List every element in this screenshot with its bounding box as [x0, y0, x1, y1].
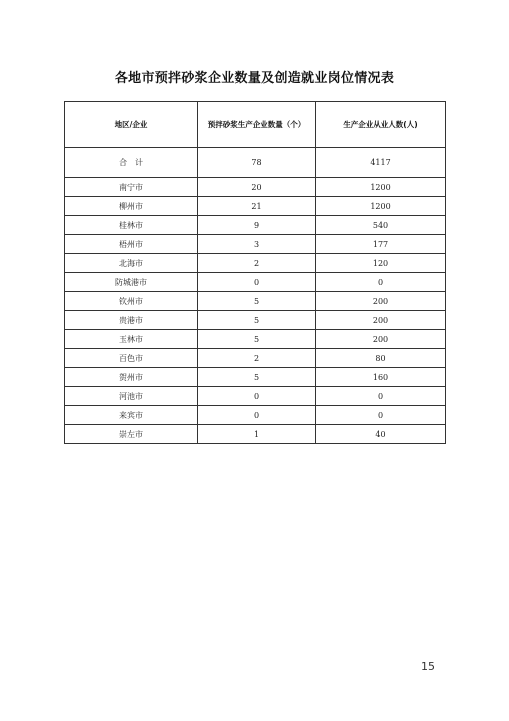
employee-count-cell: 177 — [316, 235, 446, 254]
enterprise-count-cell: 2 — [198, 349, 316, 368]
region-cell: 桂林市 — [65, 216, 198, 235]
page-number: 15 — [421, 660, 435, 673]
enterprise-count-cell: 3 — [198, 235, 316, 254]
header-employee-count: 生产企业从业人数(人) — [316, 102, 446, 148]
employee-count-cell: 0 — [316, 387, 446, 406]
region-cell: 柳州市 — [65, 197, 198, 216]
enterprise-count-cell: 5 — [198, 368, 316, 387]
table-row — [65, 273, 446, 292]
region-cell: 玉林市 — [65, 330, 198, 349]
enterprise-count-cell: 20 — [198, 178, 316, 197]
employee-count-cell: 200 — [316, 311, 446, 330]
region-cell: 贵港市 — [65, 311, 198, 330]
employee-count-cell: 1200 — [316, 197, 446, 216]
total-label: 合 计 — [65, 148, 198, 178]
region-cell: 南宁市 — [65, 178, 198, 197]
employee-count-cell: 80 — [316, 349, 446, 368]
table-row — [65, 406, 446, 425]
table-header-row — [65, 102, 446, 148]
table-row — [65, 178, 446, 197]
enterprise-count-cell: 0 — [198, 406, 316, 425]
table-row — [65, 330, 446, 349]
statistics-table — [64, 101, 446, 444]
table-row — [65, 368, 446, 387]
region-cell: 贺州市 — [65, 368, 198, 387]
region-cell: 钦州市 — [65, 292, 198, 311]
total-row — [65, 148, 446, 178]
header-enterprise-count: 预拌砂浆生产企业数量（个） — [198, 102, 316, 148]
enterprise-count-cell: 9 — [198, 216, 316, 235]
region-cell: 北海市 — [65, 254, 198, 273]
header-region: 地区/企业 — [65, 102, 198, 148]
table-row — [65, 387, 446, 406]
total-count: 78 — [198, 148, 316, 178]
employee-count-cell: 160 — [316, 368, 446, 387]
enterprise-count-cell: 21 — [198, 197, 316, 216]
employee-count-cell: 0 — [316, 273, 446, 292]
table-row — [65, 197, 446, 216]
enterprise-count-cell: 1 — [198, 425, 316, 444]
employee-count-cell: 200 — [316, 292, 446, 311]
table-row — [65, 235, 446, 254]
region-cell: 百色市 — [65, 349, 198, 368]
region-cell: 河池市 — [65, 387, 198, 406]
table-row — [65, 292, 446, 311]
table-row — [65, 425, 446, 444]
region-cell: 来宾市 — [65, 406, 198, 425]
enterprise-count-cell: 0 — [198, 273, 316, 292]
employee-count-cell: 540 — [316, 216, 446, 235]
employee-count-cell: 0 — [316, 406, 446, 425]
enterprise-count-cell: 5 — [198, 292, 316, 311]
enterprise-count-cell: 5 — [198, 311, 316, 330]
enterprise-count-cell: 0 — [198, 387, 316, 406]
document-title: 各地市预拌砂浆企业数量及创造就业岗位情况表 — [114, 71, 395, 86]
employee-count-cell: 1200 — [316, 178, 446, 197]
region-cell: 崇左市 — [65, 425, 198, 444]
table-row — [65, 349, 446, 368]
table-row — [65, 254, 446, 273]
employee-count-cell: 120 — [316, 254, 446, 273]
enterprise-count-cell: 2 — [198, 254, 316, 273]
employee-count-cell: 40 — [316, 425, 446, 444]
enterprise-count-cell: 5 — [198, 330, 316, 349]
total-employees: 4117 — [316, 148, 446, 178]
region-cell: 梧州市 — [65, 235, 198, 254]
table-row — [65, 216, 446, 235]
table-row — [65, 311, 446, 330]
employee-count-cell: 200 — [316, 330, 446, 349]
region-cell: 防城港市 — [65, 273, 198, 292]
